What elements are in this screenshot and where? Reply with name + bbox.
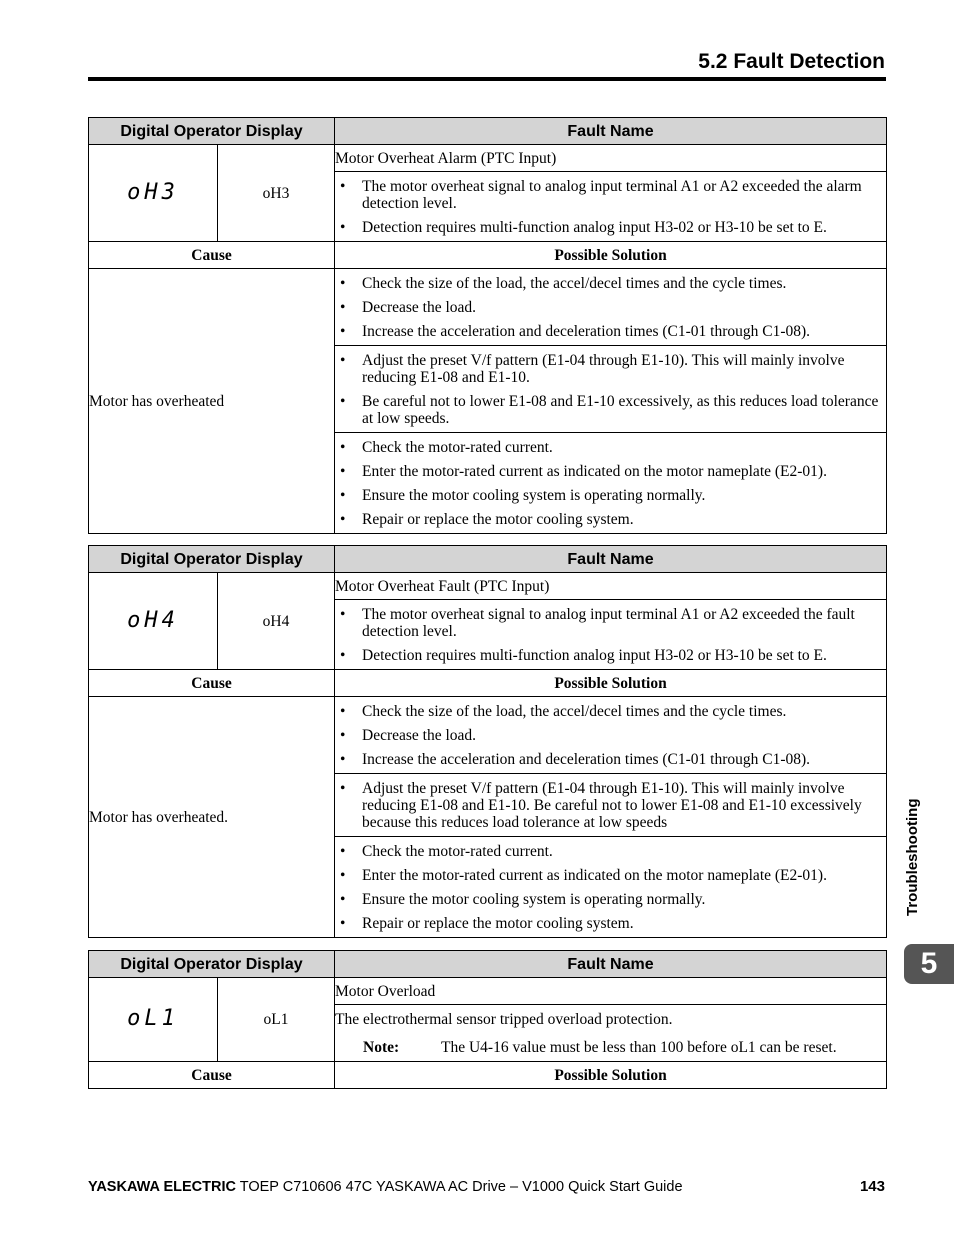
page-number: 143: [859, 1178, 885, 1195]
chapter-title-vertical: Troubleshooting: [904, 798, 921, 916]
possible-solution-header: Possible Solution: [335, 1062, 887, 1089]
fault-code: oH3: [218, 145, 335, 242]
solution-item: • Increase the acceleration and deceleration times (C1-01 through C1-08).: [335, 323, 882, 340]
possible-solution-header: Possible Solution: [335, 670, 887, 697]
solution-item: • Repair or replace the motor cooling system.: [335, 511, 882, 528]
fault-name: Motor Overload: [335, 978, 887, 1005]
description-item: • The motor overheat signal to analog input terminal A1 or A2 exceeded the alarm detection level.: [335, 178, 882, 212]
solution-item: • Adjust the preset V/f pattern (E1-04 through E1-10). This will mainly involve reducing E1-08 and E1-10. Be careful not to lower E1-08 and E1-10 excessively because this reduces load tolerance at low speeds: [335, 780, 882, 831]
operator-display-glyph: [89, 978, 218, 1062]
solution-item: • Decrease the load.: [335, 299, 882, 316]
fault-table-ol1: [88, 950, 887, 1089]
note-label: Note:: [363, 1038, 400, 1056]
solution-group: [335, 774, 887, 837]
description-item: • Detection requires multi-function analog input H3-02 or H3-10 be set to E.: [335, 219, 882, 236]
operator-display-glyph: [89, 573, 218, 670]
solution-item: • Ensure the motor cooling system is operating normally.: [335, 487, 882, 504]
digital-operator-display-header: Digital Operator Display: [89, 951, 335, 978]
solution-item: • Repair or replace the motor cooling system.: [335, 915, 882, 932]
fault-code: oL1: [218, 978, 335, 1062]
fault-name-header: Fault Name: [335, 546, 887, 573]
seven-segment-display: oH3: [127, 179, 179, 205]
solution-item: • Check the size of the load, the accel/decel times and the cycle times.: [335, 275, 882, 292]
fault-description: [335, 172, 887, 242]
description-item: • Detection requires multi-function analog input H3-02 or H3-10 be set to E.: [335, 647, 882, 664]
chapter-tab: 5: [904, 944, 954, 984]
fault-name: Motor Overheat Fault (PTC Input): [335, 573, 887, 600]
seven-segment-display: oH4: [127, 607, 179, 633]
solution-item: • Enter the motor-rated current as indicated on the motor nameplate (E2-01).: [335, 463, 882, 480]
header-rule: [88, 77, 886, 81]
cause-header: Cause: [89, 670, 335, 697]
fault-name-header: Fault Name: [335, 118, 887, 145]
footer: [88, 1179, 683, 1195]
solution-item: • Adjust the preset V/f pattern (E1-04 through E1-10). This will mainly involve reducing E1-08 and E1-10.: [335, 352, 882, 386]
cause-text: Motor has overheated: [89, 269, 335, 534]
cause-header: Cause: [89, 1062, 335, 1089]
digital-operator-display-header: Digital Operator Display: [89, 546, 335, 573]
description-item: • The motor overheat signal to analog input terminal A1 or A2 exceeded the fault detection level.: [335, 606, 882, 640]
fault-name: Motor Overheat Alarm (PTC Input): [335, 145, 887, 172]
footer-doc-info: TOEP C710606 47C YASKAWA AC Drive – V1000 Quick Start Guide: [239, 1179, 683, 1195]
solution-item: • Check the size of the load, the accel/decel times and the cycle times.: [335, 703, 882, 720]
fault-description: [335, 1005, 887, 1062]
solution-item: • Decrease the load.: [335, 727, 882, 744]
fault-table-oh4: [88, 545, 887, 938]
fault-name-header: Fault Name: [335, 951, 887, 978]
fault-table-oh3: [88, 117, 887, 534]
section-title: 5.2 Fault Detection: [698, 50, 885, 73]
solution-group: [335, 433, 887, 534]
seven-segment-display: oL1: [127, 1006, 179, 1031]
solution-item: • Ensure the motor cooling system is operating normally.: [335, 891, 882, 908]
solution-item: • Check the motor-rated current.: [335, 439, 882, 456]
cause-header: Cause: [89, 242, 335, 269]
description-text: The electrothermal sensor tripped overload protection.: [335, 1010, 673, 1028]
solution-item: • Enter the motor-rated current as indicated on the motor nameplate (E2-01).: [335, 867, 882, 884]
cause-text: Motor has overheated.: [89, 697, 335, 938]
fault-code: oH4: [218, 573, 335, 670]
solution-group: [335, 697, 887, 774]
possible-solution-header: Possible Solution: [335, 242, 887, 269]
solution-item: • Check the motor-rated current.: [335, 843, 882, 860]
fault-description: [335, 600, 887, 670]
note: [335, 1039, 886, 1056]
solution-item: • Be careful not to lower E1-08 and E1-10 excessively, as this reduces load tolerance at low speeds.: [335, 393, 882, 427]
digital-operator-display-header: Digital Operator Display: [89, 118, 335, 145]
solution-group: [335, 269, 887, 346]
operator-display-glyph: [89, 145, 218, 242]
solution-group: [335, 346, 887, 433]
footer-brand: YASKAWA ELECTRIC: [88, 1179, 236, 1195]
solution-item: • Increase the acceleration and deceleration times (C1-01 through C1-08).: [335, 751, 882, 768]
solution-group: [335, 837, 887, 938]
note-text: The U4-16 value must be less than 100 before oL1 can be reset.: [441, 1038, 837, 1056]
